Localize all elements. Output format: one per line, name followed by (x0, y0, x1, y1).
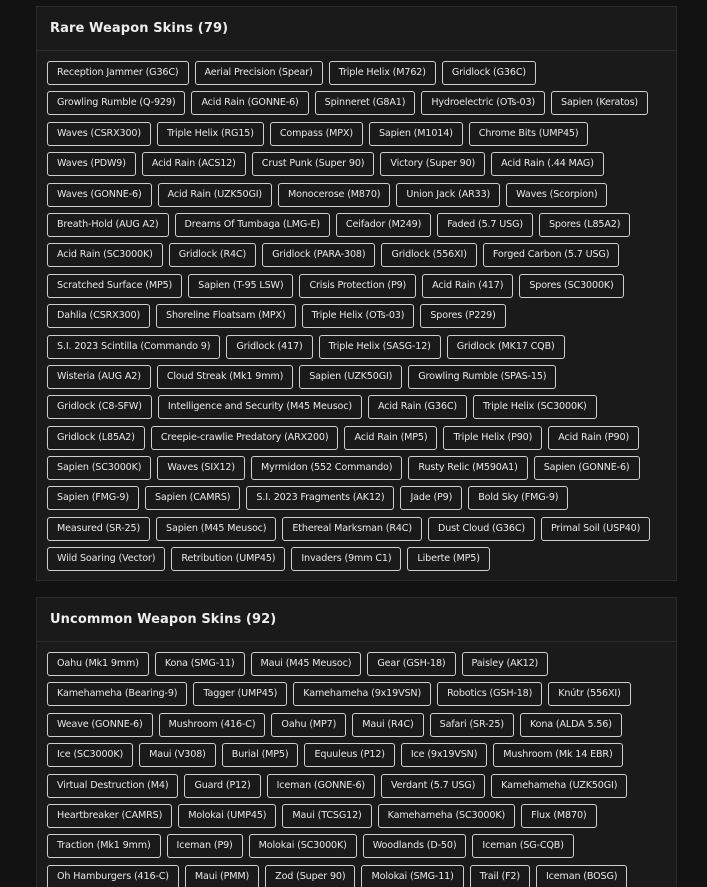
skin-chip[interactable]: Liberte (MP5) (407, 547, 489, 571)
skin-chip[interactable]: Ice (9x19VSN) (401, 743, 487, 767)
skin-chip[interactable]: Growling Rumble (Q-929) (47, 91, 185, 115)
skin-chip[interactable]: Monocerose (M870) (278, 183, 390, 207)
skin-chip[interactable]: Reception Jammer (G36C) (47, 61, 189, 85)
skin-chip[interactable]: Measured (SR-25) (47, 517, 150, 541)
skin-chip[interactable]: Guard (P12) (184, 774, 260, 798)
skin-chip[interactable]: Acid Rain (SC3000K) (47, 243, 163, 267)
skin-chip[interactable]: Scratched Surface (MP5) (47, 274, 182, 298)
skin-chip[interactable]: Waves (SIX12) (157, 456, 245, 480)
skin-chip[interactable]: Traction (Mk1 9mm) (47, 834, 161, 858)
skin-chip[interactable]: Spores (SC3000K) (519, 274, 623, 298)
skin-chip[interactable]: Sapien (M1014) (369, 122, 463, 146)
skin-chip[interactable]: Tagger (UMP45) (193, 682, 287, 706)
skin-chip[interactable]: Sapien (SC3000K) (47, 456, 151, 480)
skin-chip[interactable]: Verdant (5.7 USG) (381, 774, 485, 798)
skin-chip[interactable]: Molokai (UMP45) (178, 804, 276, 828)
skin-chip[interactable]: Iceman (BOSG) (536, 865, 627, 887)
skin-chip[interactable]: Kamehameha (9x19VSN) (293, 682, 431, 706)
skin-chip[interactable]: Acid Rain (G36C) (368, 395, 467, 419)
skin-chip[interactable]: Sapien (CAMRS) (145, 486, 240, 510)
skin-chip[interactable]: Creepie-crawlie Predatory (ARX200) (151, 426, 339, 450)
skin-chip[interactable]: Breath-Hold (AUG A2) (47, 213, 169, 237)
uncommon-skins-list (37, 642, 676, 887)
skin-chip[interactable]: Sapien (UZK50GI) (299, 365, 402, 389)
skin-chip[interactable]: Acid Rain (UZK50GI) (158, 183, 272, 207)
skin-chip[interactable]: Spinneret (G8A1) (315, 91, 416, 115)
skin-chip[interactable]: Jade (P9) (400, 486, 462, 510)
skin-chip[interactable]: Faded (5.7 USG) (437, 213, 533, 237)
skin-chip[interactable]: Mushroom (Mk 14 EBR) (493, 743, 622, 767)
skin-chip[interactable]: Burial (MP5) (222, 743, 299, 767)
skin-chip[interactable]: Maui (TCSG12) (282, 804, 371, 828)
skin-chip[interactable]: Gear (GSH-18) (367, 652, 455, 676)
skin-chip[interactable]: Kona (SMG-11) (155, 652, 245, 676)
skin-chip[interactable]: Triple Helix (RG15) (157, 122, 264, 146)
skin-chip[interactable]: Hydroelectric (OTs-03) (421, 91, 545, 115)
skin-chip[interactable]: Gridlock (L85A2) (47, 426, 145, 450)
skin-chip[interactable]: Compass (MPX) (270, 122, 363, 146)
skin-chip[interactable]: Forged Carbon (5.7 USG) (483, 243, 619, 267)
skin-chip[interactable]: Iceman (SG-CQB) (472, 834, 573, 858)
uncommon-skins-title: Uncommon Weapon Skins (92) (37, 598, 676, 642)
skin-chip[interactable]: Acid Rain (417) (422, 274, 513, 298)
skin-chip[interactable]: Dahlia (CSRX300) (47, 304, 150, 328)
skin-chip[interactable]: Zod (Super 90) (265, 865, 355, 887)
skin-chip[interactable]: Maui (V308) (139, 743, 216, 767)
skin-chip[interactable]: Kona (ALDA 5.56) (520, 713, 622, 737)
skin-chip[interactable]: Dreams Of Tumbaga (LMG-E) (175, 213, 330, 237)
skin-chip[interactable]: Victory (Super 90) (380, 152, 485, 176)
skin-chip[interactable]: Robotics (GSH-18) (437, 682, 542, 706)
skin-chip[interactable]: Virtual Destruction (M4) (47, 774, 178, 798)
skin-chip[interactable]: Myrmidon (552 Commando) (251, 456, 402, 480)
skin-chip[interactable]: Gridlock (G36C) (442, 61, 536, 85)
skin-chip[interactable]: Acid Rain (MP5) (344, 426, 437, 450)
skin-chip[interactable]: Woodlands (D-50) (363, 834, 467, 858)
skin-chip[interactable]: Kamehameha (Bearing-9) (47, 682, 187, 706)
skin-chip[interactable]: Sapien (Keratos) (551, 91, 648, 115)
skin-chip[interactable]: Waves (CSRX300) (47, 122, 151, 146)
skin-chip[interactable]: Kamehameha (SC3000K) (378, 804, 515, 828)
skin-chip[interactable]: Ethereal Marksman (R4C) (282, 517, 422, 541)
skin-chip[interactable]: Trail (F2) (470, 865, 530, 887)
skin-chip[interactable]: Triple Helix (SASG-12) (319, 335, 441, 359)
skin-chip[interactable]: Sapien (GONNE-6) (534, 456, 640, 480)
skin-chip[interactable]: Knútr (556XI) (548, 682, 630, 706)
skin-chip[interactable]: Gridlock (PARA-308) (262, 243, 375, 267)
skin-chip[interactable]: S.I. 2023 Scintilla (Commando 9) (47, 335, 220, 359)
skin-chip[interactable]: Aerial Precision (Spear) (195, 61, 323, 85)
skin-chip[interactable]: Wisteria (AUG A2) (47, 365, 151, 389)
skin-chip[interactable]: Molokai (SMG-11) (361, 865, 463, 887)
skin-chip[interactable]: Chrome Bits (UMP45) (469, 122, 589, 146)
skin-chip[interactable]: Invaders (9mm C1) (291, 547, 401, 571)
skin-chip[interactable]: Triple Helix (M762) (329, 61, 436, 85)
rare-skins-list (37, 51, 676, 578)
skin-chip[interactable]: Oahu (MP7) (271, 713, 346, 737)
skin-chip[interactable]: Maui (M45 Meusoc) (251, 652, 362, 676)
skin-chip[interactable]: Primal Soil (USP40) (541, 517, 650, 541)
skin-chip[interactable]: Weave (GONNE-6) (47, 713, 153, 737)
skin-chip[interactable]: Triple Helix (SC3000K) (473, 395, 597, 419)
skin-chip[interactable]: Paisley (AK12) (462, 652, 549, 676)
skin-chip[interactable]: Gridlock (417) (226, 335, 312, 359)
skin-chip[interactable]: Intelligence and Security (M45 Meusoc) (158, 395, 362, 419)
skin-chip[interactable]: Crust Punk (Super 90) (252, 152, 375, 176)
skin-chip[interactable]: Rusty Relic (M590A1) (408, 456, 527, 480)
skin-chip[interactable]: Acid Rain (GONNE-6) (191, 91, 308, 115)
skin-chip[interactable]: Flux (M870) (521, 804, 596, 828)
skin-chip[interactable]: Heartbreaker (CAMRS) (47, 804, 172, 828)
skin-chip[interactable]: Sapien (FMG-9) (47, 486, 139, 510)
skin-chip[interactable]: Acid Rain (.44 MAG) (491, 152, 604, 176)
skin-chip[interactable]: Gridlock (MK17 CQB) (447, 335, 565, 359)
skin-chip[interactable]: Sapien (M45 Meusoc) (156, 517, 276, 541)
rare-skins-panel (36, 6, 677, 581)
skin-chip[interactable]: Mushroom (416-C) (159, 713, 266, 737)
skin-chip[interactable]: Acid Rain (P90) (548, 426, 639, 450)
skin-chip[interactable]: Acid Rain (ACS12) (142, 152, 246, 176)
skin-chip[interactable]: Maui (R4C) (352, 713, 423, 737)
skin-chip[interactable]: Shoreline Floatsam (MPX) (156, 304, 296, 328)
skin-chip[interactable]: Union Jack (AR33) (396, 183, 500, 207)
skin-chip[interactable]: Cloud Streak (Mk1 9mm) (157, 365, 293, 389)
skin-chip[interactable]: Growling Rumble (SPAS-15) (408, 365, 556, 389)
skin-chip[interactable]: Triple Helix (OTs-03) (302, 304, 415, 328)
skin-chip[interactable]: Gridlock (556XI) (381, 243, 476, 267)
skin-chip[interactable]: Waves (GONNE-6) (47, 183, 152, 207)
skin-chip[interactable]: Retribution (UMP45) (171, 547, 285, 571)
skin-chip[interactable]: Maui (PMM) (185, 865, 259, 887)
skin-chip[interactable]: Oahu (Mk1 9mm) (47, 652, 149, 676)
skin-chip[interactable]: S.I. 2023 Fragments (AK12) (246, 486, 394, 510)
skin-chip[interactable]: Spores (P229) (420, 304, 505, 328)
skin-chip[interactable]: Equuleus (P12) (304, 743, 394, 767)
skin-chip[interactable]: Kamehameha (UZK50GI) (491, 774, 627, 798)
rare-skins-title: Rare Weapon Skins (79) (37, 7, 676, 51)
skin-chip[interactable]: Gridlock (C8-SFW) (47, 395, 152, 419)
skin-chip[interactable]: Sapien (T-95 LSW) (188, 274, 293, 298)
skin-chip[interactable]: Spores (L85A2) (539, 213, 630, 237)
skin-chip[interactable]: Dust Cloud (G36C) (428, 517, 535, 541)
skin-chip[interactable]: Wild Soaring (Vector) (47, 547, 165, 571)
skin-chip[interactable]: Waves (Scorpion) (506, 183, 607, 207)
skin-chip[interactable]: Oh Hamburgers (416-C) (47, 865, 179, 887)
uncommon-skins-panel (36, 597, 677, 887)
skin-chip[interactable]: Triple Helix (P90) (443, 426, 542, 450)
skin-chip[interactable]: Iceman (GONNE-6) (267, 774, 375, 798)
skin-chip[interactable]: Safari (SR-25) (430, 713, 514, 737)
skin-chip[interactable]: Bold Sky (FMG-9) (468, 486, 568, 510)
skin-chip[interactable]: Ceifador (M249) (336, 213, 431, 237)
skin-chip[interactable]: Crisis Protection (P9) (299, 274, 416, 298)
skin-chip[interactable]: Molokai (SC3000K) (249, 834, 357, 858)
skin-chip[interactable]: Waves (PDW9) (47, 152, 136, 176)
skin-chip[interactable]: Iceman (P9) (167, 834, 243, 858)
skin-chip[interactable]: Gridlock (R4C) (169, 243, 256, 267)
skin-chip[interactable]: Ice (SC3000K) (47, 743, 133, 767)
